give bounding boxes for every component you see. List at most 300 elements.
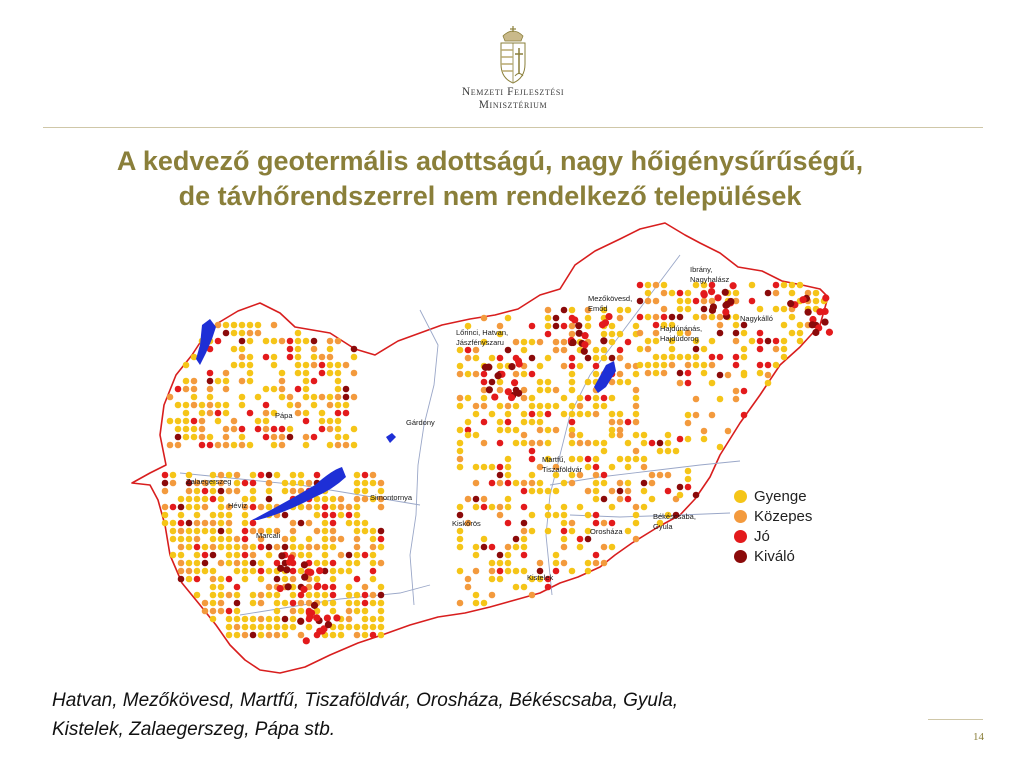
settlement-dot — [194, 496, 201, 503]
settlement-dot — [585, 355, 592, 362]
city-label-martfu: Martfű, — [542, 455, 566, 464]
settlement-dot — [489, 544, 496, 551]
settlement-dot — [569, 331, 576, 338]
settlement-dot — [765, 338, 772, 345]
settlement-dot — [306, 624, 313, 631]
settlement-dot — [529, 440, 536, 447]
settlement-dot — [378, 600, 385, 607]
settlement-dot — [505, 419, 512, 426]
settlement-dot — [362, 520, 369, 527]
settlement-dot — [717, 330, 724, 337]
settlement-dot — [378, 536, 385, 543]
settlement-dot — [701, 346, 708, 353]
settlement-dot — [822, 294, 829, 301]
settlement-dot — [625, 307, 632, 314]
settlement-dot — [343, 402, 350, 409]
settlement-dot — [266, 632, 273, 639]
settlement-dot — [297, 618, 304, 625]
settlement-dot — [708, 288, 715, 295]
settlement-dot — [505, 560, 512, 567]
settlement-dot — [186, 536, 193, 543]
settlement-dot — [338, 624, 345, 631]
settlement-dot — [210, 512, 217, 519]
settlement-dot — [741, 388, 748, 395]
settlement-dot — [797, 330, 804, 337]
legend-label-gyenge: Gyenge — [754, 487, 807, 505]
settlement-dot — [637, 298, 644, 305]
settlement-dot — [313, 614, 320, 621]
settlement-dot — [234, 560, 241, 567]
settlement-dot — [279, 394, 286, 401]
settlement-dot — [545, 504, 552, 511]
settlement-dot — [585, 395, 592, 402]
settlement-dot — [497, 552, 504, 559]
settlement-dot — [191, 394, 198, 401]
settlement-dot — [665, 488, 672, 495]
settlement-dot — [322, 520, 329, 527]
settlement-dot — [330, 512, 337, 519]
settlement-dot — [605, 313, 612, 320]
settlement-dot — [601, 520, 608, 527]
settlement-dot — [191, 426, 198, 433]
settlement-dot — [266, 544, 273, 551]
settlement-dot — [773, 346, 780, 353]
city-label-bekescsaba: Békéscsaba, — [653, 512, 696, 521]
settlement-dot — [637, 362, 644, 369]
settlement-dot — [733, 388, 740, 395]
settlement-dot — [324, 614, 331, 621]
settlement-dot — [657, 440, 664, 447]
settlement-dot — [645, 370, 652, 377]
settlement-dot — [258, 544, 265, 551]
settlement-dot — [473, 504, 480, 511]
settlement-dot — [327, 418, 334, 425]
settlement-dot — [633, 411, 640, 418]
settlement-dot — [625, 419, 632, 426]
settlement-dot — [346, 584, 353, 591]
settlement-dot — [242, 568, 249, 575]
settlement-dot — [781, 354, 788, 361]
settlement-dot — [354, 528, 361, 535]
settlement-dot — [537, 363, 544, 370]
settlement-dot — [266, 496, 273, 503]
settlement-dot — [733, 314, 740, 321]
settlement-dot — [250, 472, 257, 479]
settlement-dot — [609, 323, 616, 330]
settlement-dot — [311, 346, 318, 353]
settlement-dot — [497, 472, 504, 479]
settlement-dot — [327, 370, 334, 377]
settlement-dot — [378, 560, 385, 567]
settlement-dot — [218, 536, 225, 543]
settlement-dot — [278, 552, 285, 559]
settlement-dot — [354, 480, 361, 487]
settlement-dot — [250, 616, 257, 623]
settlement-dot — [529, 371, 536, 378]
settlement-dot — [561, 480, 568, 487]
settlement-dot — [465, 432, 472, 439]
settlement-dot — [465, 347, 472, 354]
settlement-dot — [226, 520, 233, 527]
settlement-dot — [609, 464, 616, 471]
settlement-dot — [800, 296, 807, 303]
settlement-dot — [354, 544, 361, 551]
settlement-dot — [322, 584, 329, 591]
settlement-dot — [274, 600, 281, 607]
settlement-dot — [378, 632, 385, 639]
settlement-dot — [250, 520, 257, 527]
settlement-dot — [789, 314, 796, 321]
settlement-dot — [210, 576, 217, 583]
settlement-dot — [314, 504, 321, 511]
settlement-dot — [370, 592, 377, 599]
settlement-dot — [561, 339, 568, 346]
settlement-dot — [295, 346, 302, 353]
settlement-dot — [521, 528, 528, 535]
settlement-dot — [218, 488, 225, 495]
settlement-dot — [271, 426, 278, 433]
settlement-dot — [497, 387, 504, 394]
settlement-dot — [234, 488, 241, 495]
settlement-dot — [553, 512, 560, 519]
settlement-dot — [250, 552, 257, 559]
settlement-dot — [239, 426, 246, 433]
settlement-dot — [653, 362, 660, 369]
settlement-dot — [207, 370, 214, 377]
settlement-dot — [175, 426, 182, 433]
settlement-dot — [274, 616, 281, 623]
settlement-dot — [247, 370, 254, 377]
settlement-dot — [191, 434, 198, 441]
settlement-dot — [633, 387, 640, 394]
settlement-dot — [645, 338, 652, 345]
settlement-dot — [314, 576, 321, 583]
settlement-dot — [677, 354, 684, 361]
settlement-dot — [351, 370, 358, 377]
settlement-dot — [714, 294, 721, 301]
settlement-dot — [669, 290, 676, 297]
settlement-dot — [457, 504, 464, 511]
settlement-dot — [303, 434, 310, 441]
settlement-dot — [805, 309, 812, 316]
settlement-dot — [545, 307, 552, 314]
settlement-dot — [561, 347, 568, 354]
settlement-dot — [218, 512, 225, 519]
settlement-dot — [669, 346, 676, 353]
settlement-dot — [210, 496, 217, 503]
settlement-dot — [633, 536, 640, 543]
settlement-dot — [290, 568, 297, 575]
settlement-dot — [330, 600, 337, 607]
settlement-dot — [497, 512, 504, 519]
settlement-dot — [593, 347, 600, 354]
city-label-papa: Pápa — [275, 411, 293, 420]
settlement-dot — [199, 426, 206, 433]
settlement-dot — [247, 354, 254, 361]
settlement-dot — [186, 520, 193, 527]
settlement-dot — [601, 544, 608, 551]
settlement-dot — [234, 480, 241, 487]
settlement-dot — [255, 418, 262, 425]
settlement-dot — [561, 411, 568, 418]
settlement-dot — [701, 436, 708, 443]
settlement-dot — [354, 496, 361, 503]
settlement-dot — [218, 496, 225, 503]
settlement-dot — [362, 528, 369, 535]
settlement-dot — [242, 552, 249, 559]
settlement-dot — [561, 520, 568, 527]
settlement-dot — [378, 584, 385, 591]
settlement-dot — [170, 504, 177, 511]
settlement-dot — [685, 476, 692, 483]
ministry-name-line1: Nemzeti Fejlesztési — [461, 86, 565, 98]
settlement-dot — [351, 354, 358, 361]
settlement-dot — [226, 512, 233, 519]
settlement-dot — [263, 338, 270, 345]
settlement-dot — [569, 323, 576, 330]
settlement-dot — [585, 323, 592, 330]
settlement-dot — [362, 472, 369, 479]
settlement-dot — [661, 282, 668, 289]
city-label-simontornya: Simontornya — [370, 493, 413, 502]
settlement-dot — [210, 616, 217, 623]
settlement-dot — [311, 354, 318, 361]
settlement-dot — [338, 512, 345, 519]
settlement-dot — [335, 386, 342, 393]
settlement-dot — [505, 388, 512, 395]
settlement-dot — [194, 488, 201, 495]
settlement-dot — [314, 544, 321, 551]
settlement-dot — [481, 395, 488, 402]
settlement-dot — [194, 568, 201, 575]
settlement-dot — [553, 568, 560, 575]
settlement-dot — [561, 395, 568, 402]
settlement-dot — [529, 403, 536, 410]
legend-label-jo: Jó — [754, 527, 770, 545]
settlement-dot — [545, 512, 552, 519]
settlement-dot — [505, 427, 512, 434]
settlement-dot — [633, 520, 640, 527]
settlement-dot — [239, 402, 246, 409]
settlement-dot — [709, 314, 716, 321]
settlement-dot — [325, 621, 332, 628]
caption-line1: Hatvan, Mezőkövesd, Martfű, Tiszaföldvár, Orosháza, Békéscsaba, Gyula, — [52, 690, 679, 711]
settlement-dot — [223, 426, 230, 433]
settlement-dot — [537, 379, 544, 386]
settlement-dot — [657, 472, 664, 479]
settlement-dot — [593, 395, 600, 402]
settlement-dot — [473, 403, 480, 410]
slide-title-line2: de távhőrendszerrel nem rendelkező települések — [178, 181, 802, 211]
settlement-dot — [338, 536, 345, 543]
settlement-dot — [210, 528, 217, 535]
settlement-dot — [234, 552, 241, 559]
settlement-dot — [218, 544, 225, 551]
settlement-dot — [677, 484, 684, 491]
settlement-dot — [319, 370, 326, 377]
settlement-dot — [266, 624, 273, 631]
settlement-dot — [234, 600, 241, 607]
settlement-dot — [290, 624, 297, 631]
settlement-dot — [335, 418, 342, 425]
settlement-dot — [693, 396, 700, 403]
settlement-dot — [569, 371, 576, 378]
settlement-dot — [327, 402, 334, 409]
settlement-dot — [330, 544, 337, 551]
settlement-dot — [593, 552, 600, 559]
settlement-dot — [773, 362, 780, 369]
settlement-dot — [186, 496, 193, 503]
settlement-dot — [625, 528, 632, 535]
settlement-dot — [781, 322, 788, 329]
settlement-dot — [717, 354, 724, 361]
settlement-dot — [207, 434, 214, 441]
settlement-dot — [354, 608, 361, 615]
settlement-dot — [821, 308, 828, 315]
settlement-dot — [354, 600, 361, 607]
settlement-dot — [661, 362, 668, 369]
settlement-dot — [263, 418, 270, 425]
settlement-dot — [330, 504, 337, 511]
settlement-dot — [741, 346, 748, 353]
settlement-dot — [290, 600, 297, 607]
settlement-dot — [537, 427, 544, 434]
settlement-dot — [561, 544, 568, 551]
settlement-dot — [311, 378, 318, 385]
settlement-dot — [239, 442, 246, 449]
settlement-dot — [561, 504, 568, 511]
settlement-dot — [489, 464, 496, 471]
settlement-dot — [489, 355, 496, 362]
settlement-dot — [378, 504, 385, 511]
settlement-dot — [709, 338, 716, 345]
settlement-dot — [665, 472, 672, 479]
settlement-dot — [757, 362, 764, 369]
settlement-dot — [322, 512, 329, 519]
settlement-dot — [521, 347, 528, 354]
settlement-dot — [569, 307, 576, 314]
settlement-dot — [215, 410, 222, 417]
settlement-dot — [306, 592, 313, 599]
settlement-dot — [327, 442, 334, 449]
settlement-dot — [346, 560, 353, 567]
settlement-dot — [481, 419, 488, 426]
settlement-dot — [226, 560, 233, 567]
settlement-dot — [593, 371, 600, 378]
city-label-heviz: Hévíz — [228, 501, 248, 510]
settlement-dot — [335, 426, 342, 433]
settlement-dot — [303, 370, 310, 377]
settlement-dot — [473, 432, 480, 439]
settlement-dot — [311, 338, 318, 345]
settlement-dot — [577, 544, 584, 551]
settlement-dot — [741, 330, 748, 337]
settlement-dot — [378, 528, 385, 535]
settlement-dot — [183, 386, 190, 393]
settlement-dot — [286, 559, 293, 566]
settlement-dot — [781, 338, 788, 345]
settlement-dot — [465, 496, 472, 503]
settlement-dot — [593, 464, 600, 471]
footer-divider — [928, 719, 983, 720]
settlement-dot — [529, 339, 536, 346]
settlement-dot — [593, 403, 600, 410]
settlement-dot — [481, 464, 488, 471]
settlement-dot — [354, 552, 361, 559]
settlement-dot — [186, 504, 193, 511]
settlement-dot — [733, 330, 740, 337]
settlement-dot — [649, 480, 656, 487]
settlement-dot — [343, 434, 350, 441]
settlement-dot — [489, 379, 496, 386]
settlement-dot — [553, 323, 560, 330]
settlement-dot — [178, 520, 185, 527]
settlement-dot — [593, 411, 600, 418]
settlement-dot — [637, 346, 644, 353]
settlement-dot — [258, 600, 265, 607]
settlement-dot — [234, 632, 241, 639]
settlement-dot — [183, 362, 190, 369]
settlement-dot — [186, 568, 193, 575]
settlement-dot — [239, 346, 246, 353]
settlement-dot — [247, 330, 254, 337]
city-label-hajdudorog: Hajdúdorog — [660, 334, 699, 343]
settlement-dot — [677, 306, 684, 313]
settlement-dot — [537, 339, 544, 346]
settlement-dot — [585, 379, 592, 386]
settlement-dot — [303, 442, 310, 449]
settlement-dot — [609, 544, 616, 551]
settlement-dot — [306, 536, 313, 543]
legend-item-jo — [734, 526, 812, 546]
settlement-dot — [693, 362, 700, 369]
settlement-dot — [234, 584, 241, 591]
settlement-dot — [601, 560, 608, 567]
settlement-dot — [653, 322, 660, 329]
settlement-dot — [351, 394, 358, 401]
settlement-dot — [202, 528, 209, 535]
settlement-dot — [263, 354, 270, 361]
settlement-dot — [577, 403, 584, 410]
settlement-dot — [258, 504, 265, 511]
settlement-dot — [277, 565, 284, 572]
settlement-dot — [812, 329, 819, 336]
settlement-dot — [207, 378, 214, 385]
settlement-dot — [210, 536, 217, 543]
settlement-dot — [274, 544, 281, 551]
settlement-dot — [700, 290, 707, 297]
settlement-dot — [242, 480, 249, 487]
settlement-dot — [266, 616, 273, 623]
settlement-dot — [653, 298, 660, 305]
settlement-dot — [175, 418, 182, 425]
city-label-jaszfenyszaru: Jászfényszaru — [456, 338, 504, 347]
settlement-dot — [354, 592, 361, 599]
settlement-dot — [693, 412, 700, 419]
settlement-dot — [170, 552, 177, 559]
settlement-dot — [223, 378, 230, 385]
settlement-dot — [545, 528, 552, 535]
settlement-dot — [709, 354, 716, 361]
settlement-dot — [581, 341, 588, 348]
settlement-dot — [617, 419, 624, 426]
settlement-dot — [234, 624, 241, 631]
city-label-gardony: Gárdony — [406, 418, 435, 427]
settlement-dot — [773, 306, 780, 313]
settlement-dot — [167, 442, 174, 449]
settlement-dot — [709, 362, 716, 369]
settlement-dot — [508, 363, 515, 370]
